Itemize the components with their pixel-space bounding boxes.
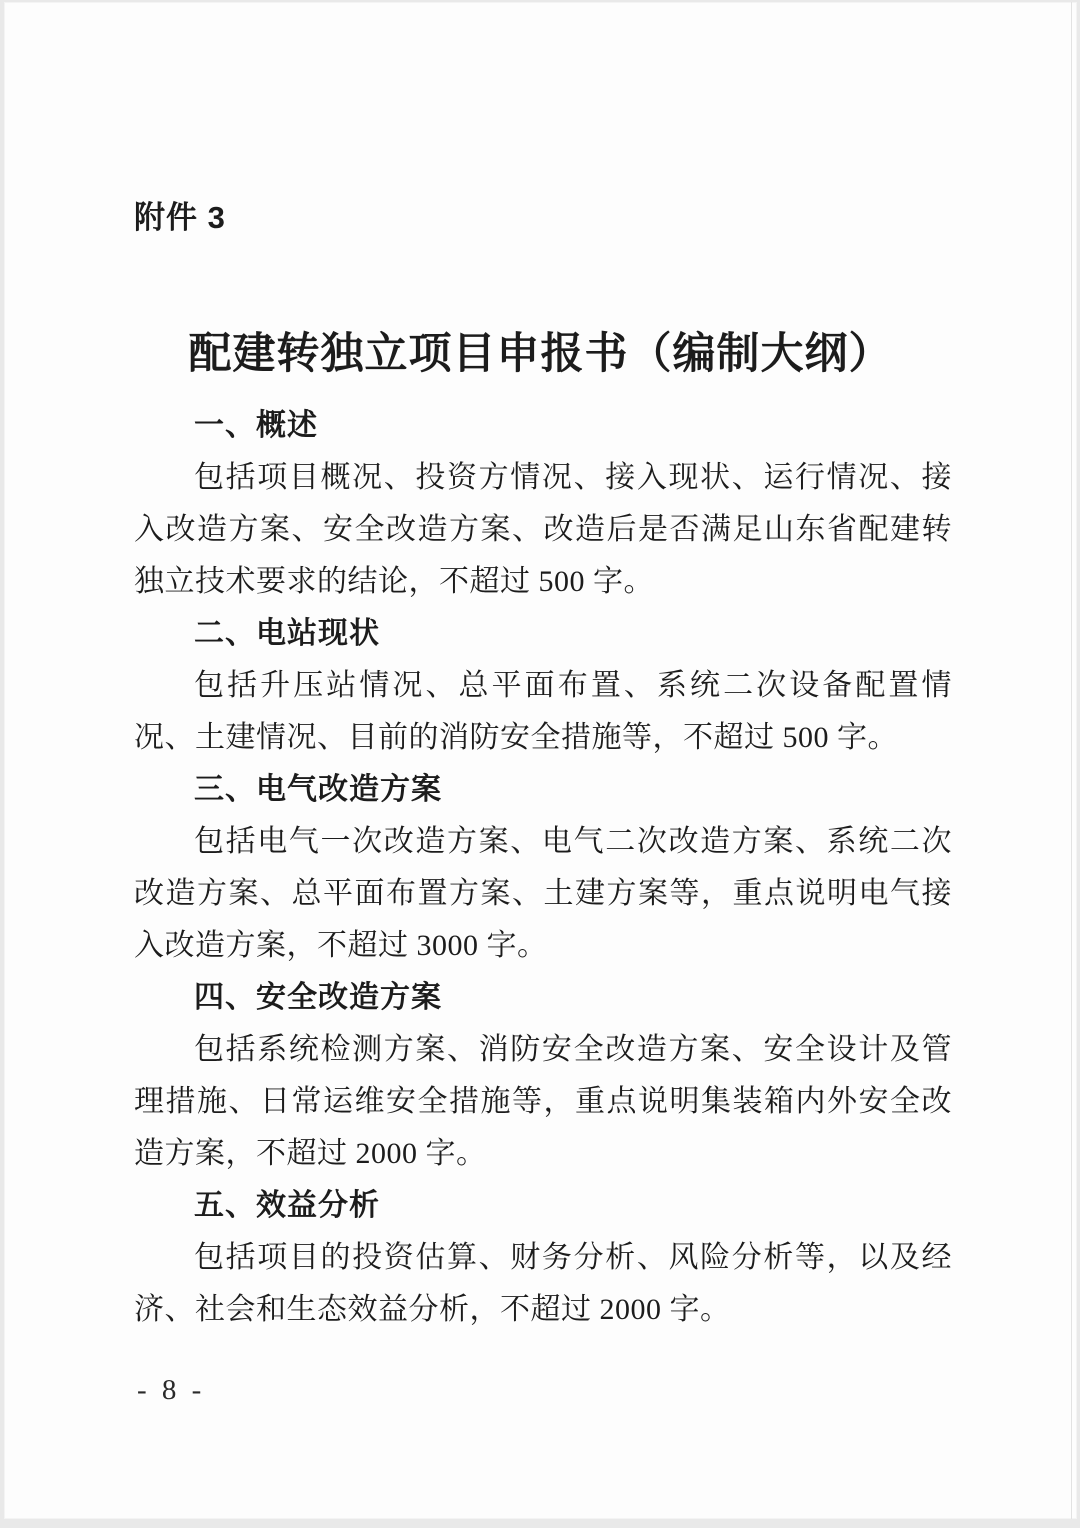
section-body-text: 包括项目概况、投资方情况、接入现状、运行情况、接入改造方案、安全改造方案、改造后是否满足山东省配建转独立技术要求的结论，不超过 500 字。 [134, 461, 952, 598]
section-body-text: 包括系统检测方案、消防安全改造方案、安全设计及管理措施、日常运维安全措施等，重点说明集装箱内外安全改造方案，不超过 2000 字。 [134, 1033, 952, 1170]
section-heading: 四、安全改造方案 [194, 981, 442, 1014]
section-benefit-analysis [134, 1180, 952, 1336]
section-heading: 二、电站现状 [194, 617, 380, 650]
section-station-status [134, 608, 952, 764]
section-heading: 五、效益分析 [194, 1189, 380, 1222]
section-body-text: 包括项目的投资估算、财务分析、风险分析等，以及经济、社会和生态效益分析，不超过 2000 字。 [134, 1241, 952, 1326]
page-number: - 8 - [137, 1374, 206, 1406]
section-heading: 一、概述 [194, 409, 318, 442]
section-safety-renovation [134, 972, 952, 1180]
attachment-label: 附件 3 [134, 200, 226, 235]
section-overview [134, 400, 952, 608]
section-body-text: 包括升压站情况、总平面布置、系统二次设备配置情况、土建情况、目前的消防安全措施等，不超过 500 字。 [134, 669, 952, 754]
section-body-text: 包括电气一次改造方案、电气二次改造方案、系统二次改造方案、总平面布置方案、土建方案等，重点说明电气接入改造方案，不超过 3000 字。 [134, 825, 952, 962]
section-heading: 三、电气改造方案 [194, 773, 442, 806]
section-electrical-renovation [134, 764, 952, 972]
document-page [4, 2, 1077, 1519]
scan-edge-line [1071, 2, 1072, 1519]
document-title: 配建转独立项目申报书（编制大纲） [188, 330, 893, 378]
document-body [134, 400, 952, 1336]
